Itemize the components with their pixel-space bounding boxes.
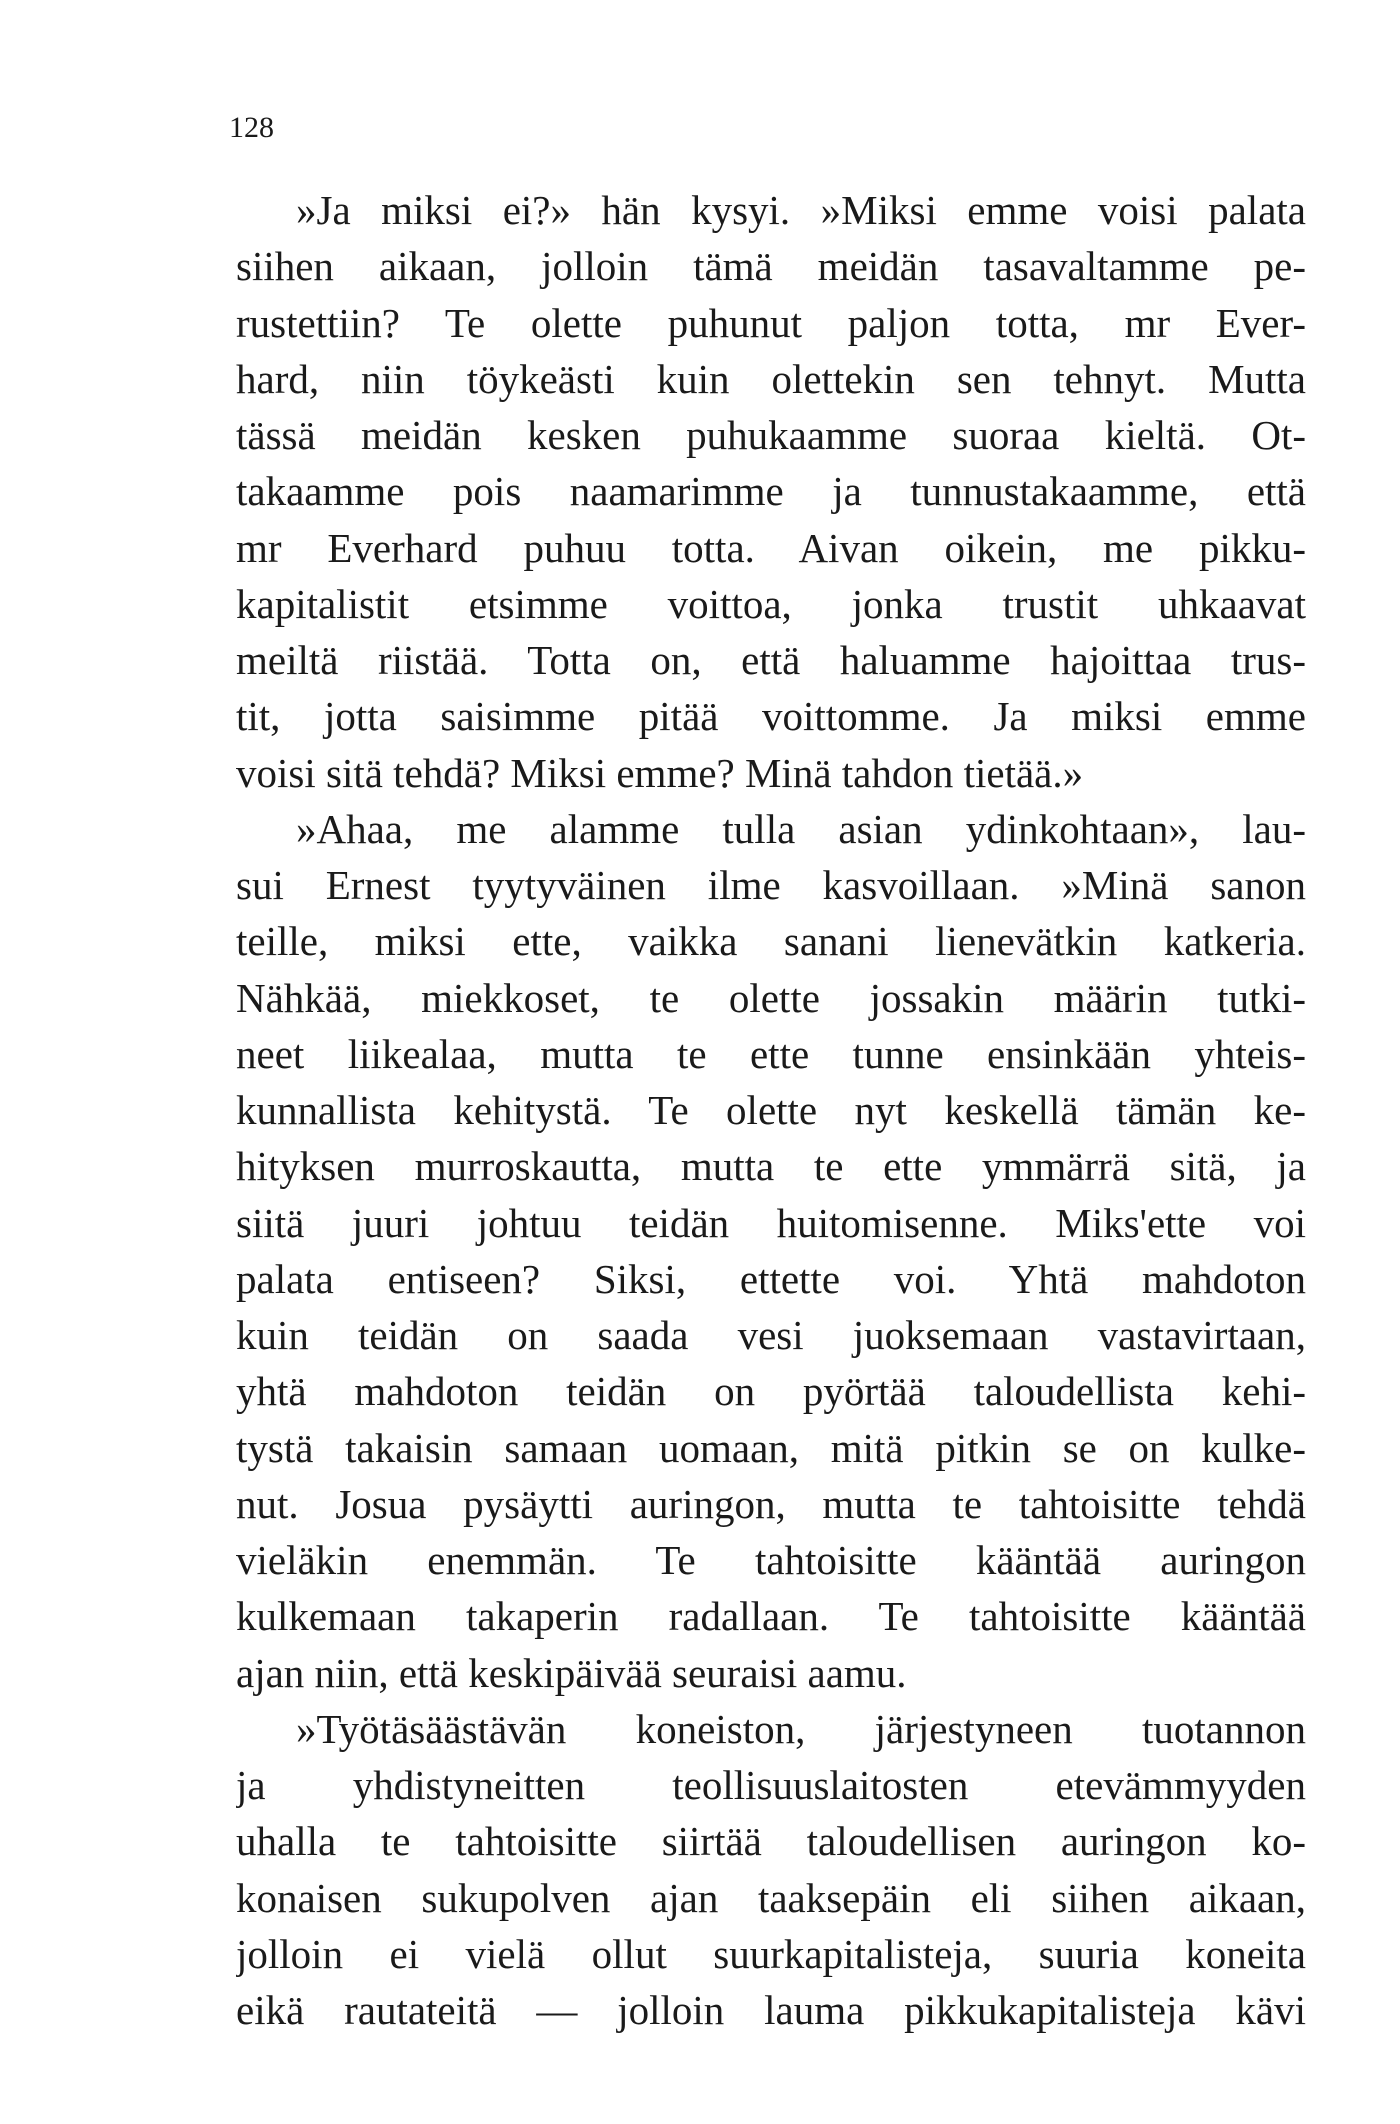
text-line: takaamme pois naamarimme ja tunnustakaamme, että <box>236 468 1306 515</box>
text-line: uhalla te tahtoisitte siirtää taloudellisen auringon ko- <box>236 1818 1306 1865</box>
text-line: tit, jotta saisimme pitää voittomme. Ja miksi emme <box>236 693 1306 740</box>
text-line: vieläkin enemmän. Te tahtoisitte kääntää auringon <box>236 1537 1306 1583</box>
text-line: eikä rautateitä — jolloin lauma pikkukapitalisteja kävi <box>236 1987 1306 2033</box>
text-line: »Ja miksi ei?» hän kysyi. »Miksi emme voisi palata <box>296 187 1306 233</box>
text-line: siihen aikaan, jolloin tämä meidän tasavaltamme pe- <box>236 243 1306 290</box>
text-line: sui Ernest tyytyväinen ilme kasvoillaan. »Minä sanon <box>236 862 1306 908</box>
text-line: ajan niin, että keskipäivää seuraisi aamu. <box>236 1649 907 1696</box>
text-line: tässä meidän kesken puhukaamme suoraa kieltä. Ot- <box>236 412 1306 458</box>
text-line: kunnallista kehitystä. Te olette nyt keskellä tämän ke- <box>236 1087 1306 1133</box>
text-line: meiltä riistää. Totta on, että haluamme hajoittaa trus- <box>236 637 1306 683</box>
text-line: tystä takaisin samaan uomaan, mitä pitkin se on kulke- <box>236 1424 1306 1471</box>
text-line: ja yhdistyneitten teollisuuslaitosten etevämmyyden <box>236 1762 1306 1808</box>
text-line: teille, miksi ette, vaikka sanani lienevätkin katkeria. <box>236 918 1306 965</box>
text-line: voisi sitä tehdä? Miksi emme? Minä tahdon tietää.» <box>236 749 1084 796</box>
text-line: neet liikealaa, mutta te ette tunne ensinkään yhteis- <box>236 1030 1306 1077</box>
text-line: kapitalistit etsimme voittoa, jonka trustit uhkaavat <box>236 580 1306 627</box>
text-line: siitä juuri johtuu teidän huitomisenne. Miks'ette voi <box>236 1199 1306 1246</box>
text-line: rustettiin? Te olette puhunut paljon totta, mr Ever- <box>236 299 1306 346</box>
text-line: yhtä mahdoton teidän on pyörtää taloudellista kehi- <box>236 1368 1306 1415</box>
text-line: Nähkää, miekkoset, te olette jossakin määrin tutki- <box>236 974 1306 1021</box>
text-line: hard, niin töykeästi kuin olettekin sen tehnyt. Mutta <box>236 355 1306 402</box>
text-line: kulkemaan takaperin radallaan. Te tahtoisitte kääntää <box>236 1593 1306 1640</box>
text-line: »Ahaa, me alamme tulla asian ydinkohtaan», lau- <box>296 805 1306 852</box>
body-text <box>236 182 1306 2038</box>
text-line: kuin teidän on saada vesi juoksemaan vastavirtaan, <box>236 1312 1306 1358</box>
text-line: jolloin ei vielä ollut suurkapitalisteja, suuria koneita <box>236 1930 1306 1977</box>
text-line: »Työtäsäästävän koneiston, järjestyneen tuotannon <box>296 1705 1306 1752</box>
page-number: 128 <box>229 111 274 144</box>
text-line: palata entiseen? Siksi, ettette voi. Yhtä mahdoton <box>236 1255 1306 1302</box>
text-line: konaisen sukupolven ajan taaksepäin eli siihen aikaan, <box>236 1874 1306 1921</box>
text-line: hityksen murroskautta, mutta te ette ymmärrä sitä, ja <box>236 1143 1306 1190</box>
text-line: mr Everhard puhuu totta. Aivan oikein, me pikku- <box>236 524 1306 571</box>
text-line: nut. Josua pysäytti auringon, mutta te tahtoisitte tehdä <box>236 1480 1306 1527</box>
